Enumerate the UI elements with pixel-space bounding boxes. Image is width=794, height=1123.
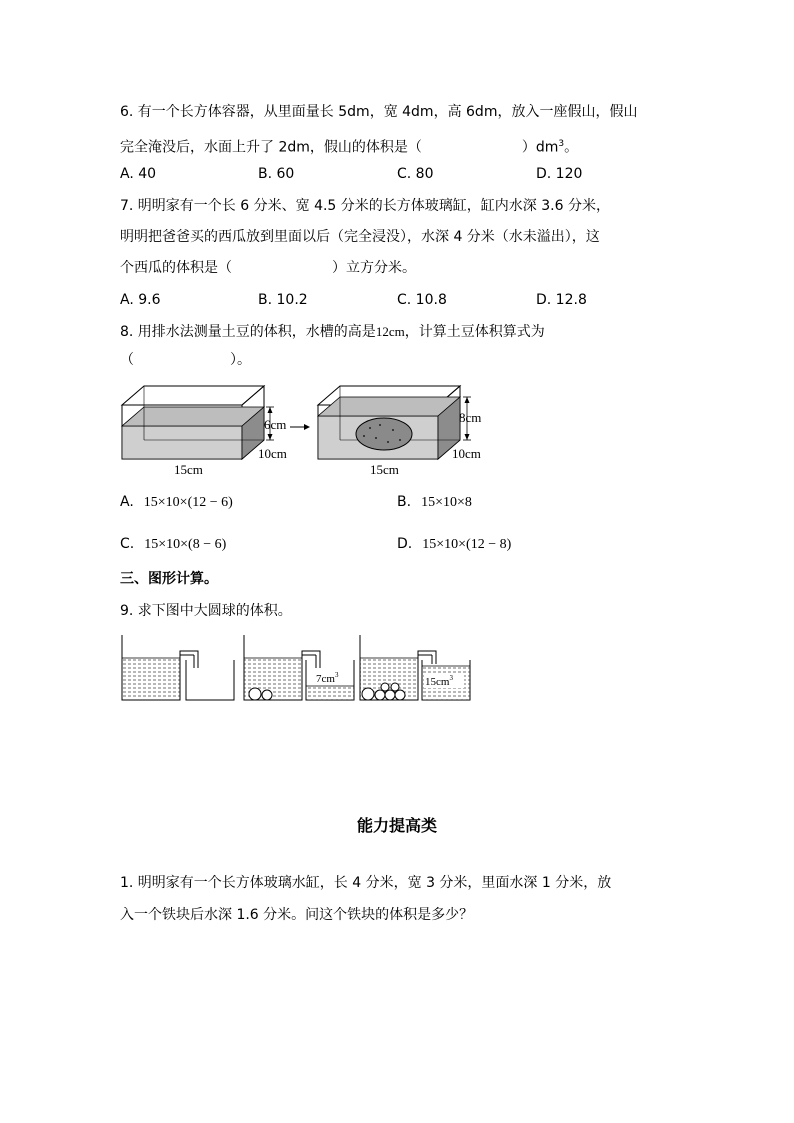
beaker-set-2 [244, 635, 354, 700]
q8-option-b-label: B. [397, 494, 412, 510]
beaker-3-volume-sup: 3 [449, 674, 453, 682]
q8-option-a [120, 492, 233, 513]
q6-option-b: B. 60 [258, 166, 295, 182]
q8-option-d-label: D. [397, 536, 413, 552]
q6-line-2-text: 完全淹没后，水面上升了 2dm，假山的体积是（ [120, 139, 422, 156]
q8-option-a-label: A. [120, 494, 134, 510]
q6-option-c: C. 80 [397, 166, 434, 182]
q7-line-2: 明明把爸爸买的西瓜放到里面以后（完全浸没），水深 4 分米（水未溢出），这 [120, 229, 600, 245]
left-tank-width-label: 10cm [258, 446, 287, 461]
right-tank [318, 386, 481, 477]
q8-line-1-text: 8. 用排水法测量土豆的体积，水槽的高是 [120, 324, 376, 340]
beaker-2-volume-sup: 3 [334, 671, 339, 679]
beaker-set-1 [122, 635, 234, 700]
beaker-2-volume-value: 7cm [316, 673, 335, 685]
q8-option-c [120, 534, 226, 555]
q8-tank-height: 12cm [375, 324, 405, 339]
small-ball [385, 690, 395, 700]
q6-end: 。 [564, 139, 579, 156]
beaker-set-3 [360, 635, 470, 700]
small-ball [381, 683, 389, 691]
q7-line-3-end: ）立方分米。 [332, 260, 416, 276]
q7-option-d: D. 12.8 [536, 292, 587, 308]
left-tank-length-label: 15cm [174, 462, 203, 477]
q8-line-2 [120, 350, 251, 370]
left-tank [122, 386, 287, 477]
q6-line-2 [120, 134, 578, 158]
q7-line-1: 7. 明明家有一个长 6 分米、宽 4.5 分米的长方体玻璃缸，缸内水深 3.6 分米， [120, 198, 610, 214]
q8-line-1-end: ，计算土豆体积算式为 [404, 324, 545, 340]
q8-option-b [397, 492, 472, 513]
ability-q1-line-1: 1. 明明家有一个长方体玻璃水缸，长 4 分米，宽 3 分米，里面水深 1 分米，放 [120, 875, 612, 891]
q8-option-b-formula: 15×10×8 [421, 495, 472, 510]
q9-text: 9. 求下图中大圆球的体积。 [120, 603, 292, 619]
q7-option-c: C. 10.8 [397, 292, 447, 308]
left-tank-height-label: 6cm [264, 417, 287, 432]
q6-line-1: 6. 有一个长方体容器，从里面量长 5dm，宽 4dm，高 6dm，放入一座假山，假山 [120, 104, 638, 120]
q8-line-1 [120, 322, 545, 342]
q7-option-b: B. 10.2 [258, 292, 308, 308]
arrow-icon [290, 424, 310, 430]
beaker-3-volume-value: 15cm [425, 676, 450, 688]
small-ball [262, 690, 272, 700]
q9-beakers-figure [118, 630, 478, 706]
small-ball [391, 683, 399, 691]
ability-q1-line-2: 入一个铁块后水深 1.6 分米。问这个铁块的体积是多少？ [120, 907, 474, 923]
small-ball [395, 690, 405, 700]
small-ball [375, 690, 385, 700]
q8-open-paren: （ [120, 352, 134, 368]
q8-option-d-formula: 15×10×(12 − 8) [422, 537, 512, 552]
q8-option-d [397, 534, 511, 555]
large-ball [249, 688, 261, 700]
q8-close-paren: ）。 [230, 352, 251, 368]
right-tank-height-label: 8cm [459, 410, 482, 425]
q6-unit: ）dm [521, 139, 559, 156]
right-tank-width-label: 10cm [452, 446, 481, 461]
q7-option-a: A. 9.6 [120, 292, 161, 308]
potato [356, 418, 412, 450]
q8-tanks-figure [118, 378, 492, 478]
q8-option-a-formula: 15×10×(12 − 6) [143, 495, 233, 510]
q6-option-a: A. 40 [120, 166, 157, 182]
q7-line-3 [120, 258, 416, 278]
right-tank-length-label: 15cm [370, 462, 399, 477]
large-ball [362, 688, 374, 700]
ability-heading: 能力提高类 [356, 816, 437, 835]
q8-option-c-formula: 15×10×(8 − 6) [144, 537, 227, 552]
beaker-3-volume-label [425, 674, 453, 688]
q6-unit-sup: 3 [558, 139, 565, 149]
q8-option-c-label: C. [120, 536, 135, 552]
section-3-heading: 三、图形计算。 [120, 571, 218, 587]
q7-line-3-text: 个西瓜的体积是（ [120, 260, 232, 276]
q6-option-d: D. 120 [536, 166, 583, 182]
